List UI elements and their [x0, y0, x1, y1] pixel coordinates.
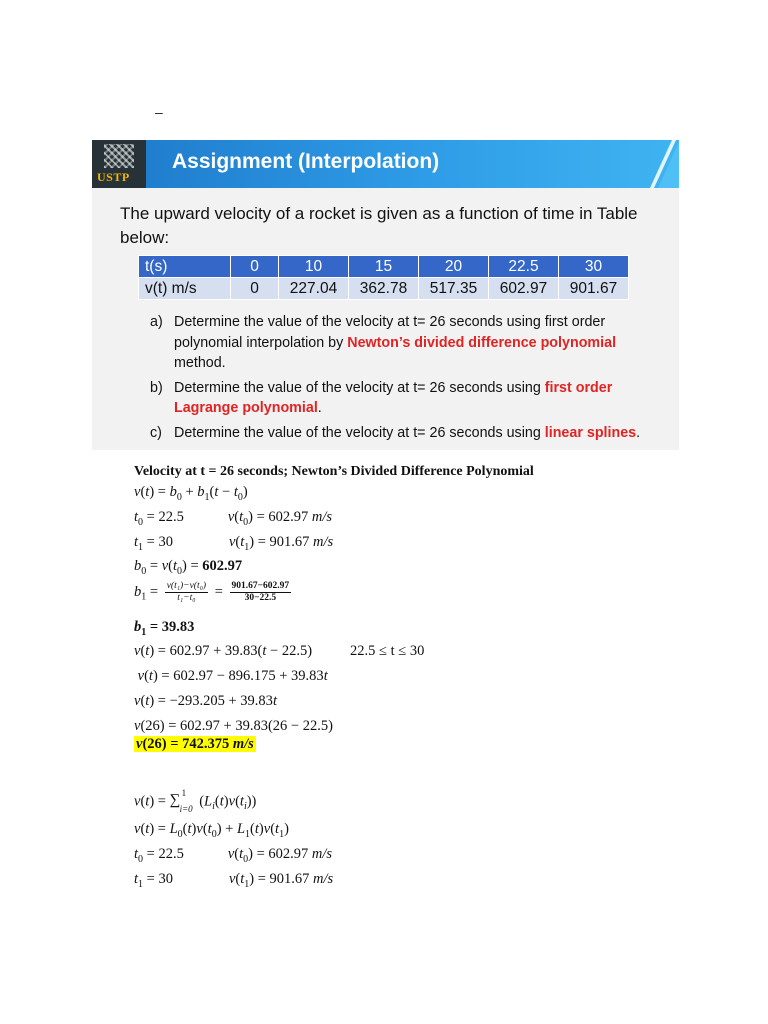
- question-label: c): [150, 424, 162, 441]
- equation-t1: $t_1 = 30$ $v(t_1) = 901.67$ m/s: [134, 534, 334, 553]
- table-cell: 362.78: [349, 278, 419, 300]
- v-t1-value: 901.67: [269, 534, 310, 550]
- result-value: 742.375: [182, 736, 230, 752]
- fraction-denominator: 30−22.5: [244, 593, 277, 603]
- question-text: .: [636, 424, 641, 441]
- table-cell: 15: [349, 256, 419, 278]
- fraction-numerator: v(t₁)−v(t₀): [166, 581, 207, 591]
- equation-lagrange-sum: v(t) = ∑ 1 i=0 $(L_i(t)v(t_i))$: [134, 788, 257, 814]
- table-cell: 901.67: [559, 278, 629, 300]
- sum-upper: 1: [181, 788, 187, 798]
- equation-substituted: v(t) = 602.97 + 39.83(t − 22.5) 22.5 ≤ t ≤ 30: [134, 643, 425, 659]
- table-cell: 602.97: [489, 278, 559, 300]
- slide-title: Assignment (Interpolation): [172, 150, 440, 173]
- table-cell: t(s): [139, 256, 231, 278]
- table-cell: 0: [231, 278, 279, 300]
- question-item: [150, 423, 670, 444]
- table-cell: v(t) m/s: [139, 278, 231, 300]
- table-cell: 22.5: [489, 256, 559, 278]
- question-item: [150, 312, 670, 374]
- equation-t0-repeat: $t_0 = 22.5$ $v(t_0) = 602.97$ m/s: [134, 846, 333, 865]
- unit: m/s: [313, 534, 334, 550]
- b1-value: 39.83: [161, 619, 195, 635]
- simplified-value: −293.205 + 39.83: [169, 693, 273, 709]
- result-highlight: v(26) = 742.375 m/s: [136, 736, 254, 752]
- v-t0-value: 602.97: [268, 509, 309, 525]
- t1-value: 30: [158, 534, 173, 550]
- table-cell: 517.35: [419, 278, 489, 300]
- interval: 22.5 ≤ t ≤ 30: [350, 643, 425, 659]
- question-label: a): [150, 314, 163, 330]
- velocity-table: [138, 255, 629, 300]
- ustp-logo: [92, 140, 146, 188]
- unit: m/s: [232, 736, 254, 752]
- unit: m/s: [311, 846, 333, 862]
- table-row: [139, 278, 629, 300]
- table-cell: 20: [419, 256, 489, 278]
- t1-value: 30: [158, 871, 173, 887]
- question-list: [150, 312, 670, 447]
- slide-intro: The upward velocity of a rocket is given as a function of time in Table below:: [120, 204, 638, 247]
- table-cell: 30: [559, 256, 629, 278]
- equation-result: [134, 736, 256, 753]
- equation-general: $v(t) = b_0 + b_1(t - t_0)$: [134, 484, 248, 503]
- question-emphasis: first order Lagrange polynomial: [174, 379, 613, 416]
- equation-t1-repeat: $t_1 = 30$ $v(t_1) = 901.67$ m/s: [134, 871, 334, 890]
- evaluate-expression: 602.97 + 39.83(26 − 22.5): [180, 718, 333, 734]
- equation-simplified: v(t) = −293.205 + 39.83t: [134, 693, 277, 709]
- unit: m/s: [311, 509, 333, 525]
- question-text: Determine the value of the velocity at t= 26 seconds using first order polynomial interpolation by: [174, 314, 606, 351]
- equation-expanded: v(t) = 602.97 − 896.175 + 39.83t: [137, 668, 328, 684]
- equation-t0: $t_0 = 22.5$ $v(t_0) = 602.97$ m/s: [134, 509, 333, 528]
- equation-evaluate: v(26) = 602.97 + 39.83(26 − 22.5): [134, 718, 333, 734]
- b0-value: 602.97: [202, 558, 243, 574]
- stray-dash: –: [155, 104, 163, 120]
- equation-b1-fraction: $b_1$ = $\frac{\text{v(t₁)−v(t₀)}}{\text{t₁−t₀}}$ = $\frac{901.67-602.97}{30-22.5}$: [134, 581, 290, 603]
- equation-b0: $b_0 = v(t_0) = 602.97$: [134, 558, 243, 577]
- question-text: method.: [174, 355, 226, 371]
- question-item: [150, 378, 670, 419]
- t0-value: 22.5: [158, 846, 184, 862]
- equation-lagrange-expanded: $v(t) = L_0(t)v(t_0) + L_1(t)v(t_1)$: [134, 821, 289, 840]
- table-header-row: [139, 256, 629, 278]
- logo-text: USTP: [97, 170, 130, 184]
- t0-value: 22.5: [281, 643, 308, 659]
- question-emphasis: linear splines: [544, 424, 637, 441]
- assignment-slide: [92, 140, 679, 450]
- question-emphasis: Newton’s divided difference polynomial: [347, 334, 617, 351]
- fraction-denominator: t₁−t₀: [177, 593, 196, 603]
- slide-banner: [92, 140, 679, 188]
- summation-icon: ∑ 1 i=0: [169, 788, 193, 814]
- b1-value: 39.83: [224, 643, 258, 659]
- table-cell: 10: [279, 256, 349, 278]
- sum-lower: i=0: [179, 804, 193, 814]
- solution-heading: Velocity at t = 26 seconds; Newton’s Divided Difference Polynomial: [134, 464, 534, 479]
- question-text: Determine the value of the velocity at t= 26 seconds using: [174, 424, 545, 441]
- question-label: b): [150, 379, 163, 396]
- v-t0-value: 602.97: [268, 846, 309, 862]
- fraction-numerator: 901.67−602.97: [231, 581, 290, 591]
- question-text: Determine the value of the velocity at t= 26 seconds using: [174, 379, 545, 396]
- t0-value: 22.5: [158, 509, 184, 525]
- v-t1-value: 901.67: [269, 871, 310, 887]
- logo-mesh-icon: [104, 144, 134, 168]
- equation-b1: $b_1 = 39.83$: [134, 619, 195, 638]
- table-cell: 0: [231, 256, 279, 278]
- question-text: .: [317, 400, 322, 416]
- unit: m/s: [313, 871, 334, 887]
- table-cell: 227.04: [279, 278, 349, 300]
- expanded-value: 602.97 − 896.175 + 39.83: [173, 668, 324, 684]
- v-t0-value: 602.97: [169, 643, 210, 659]
- banner-stripe-icon: [612, 140, 679, 188]
